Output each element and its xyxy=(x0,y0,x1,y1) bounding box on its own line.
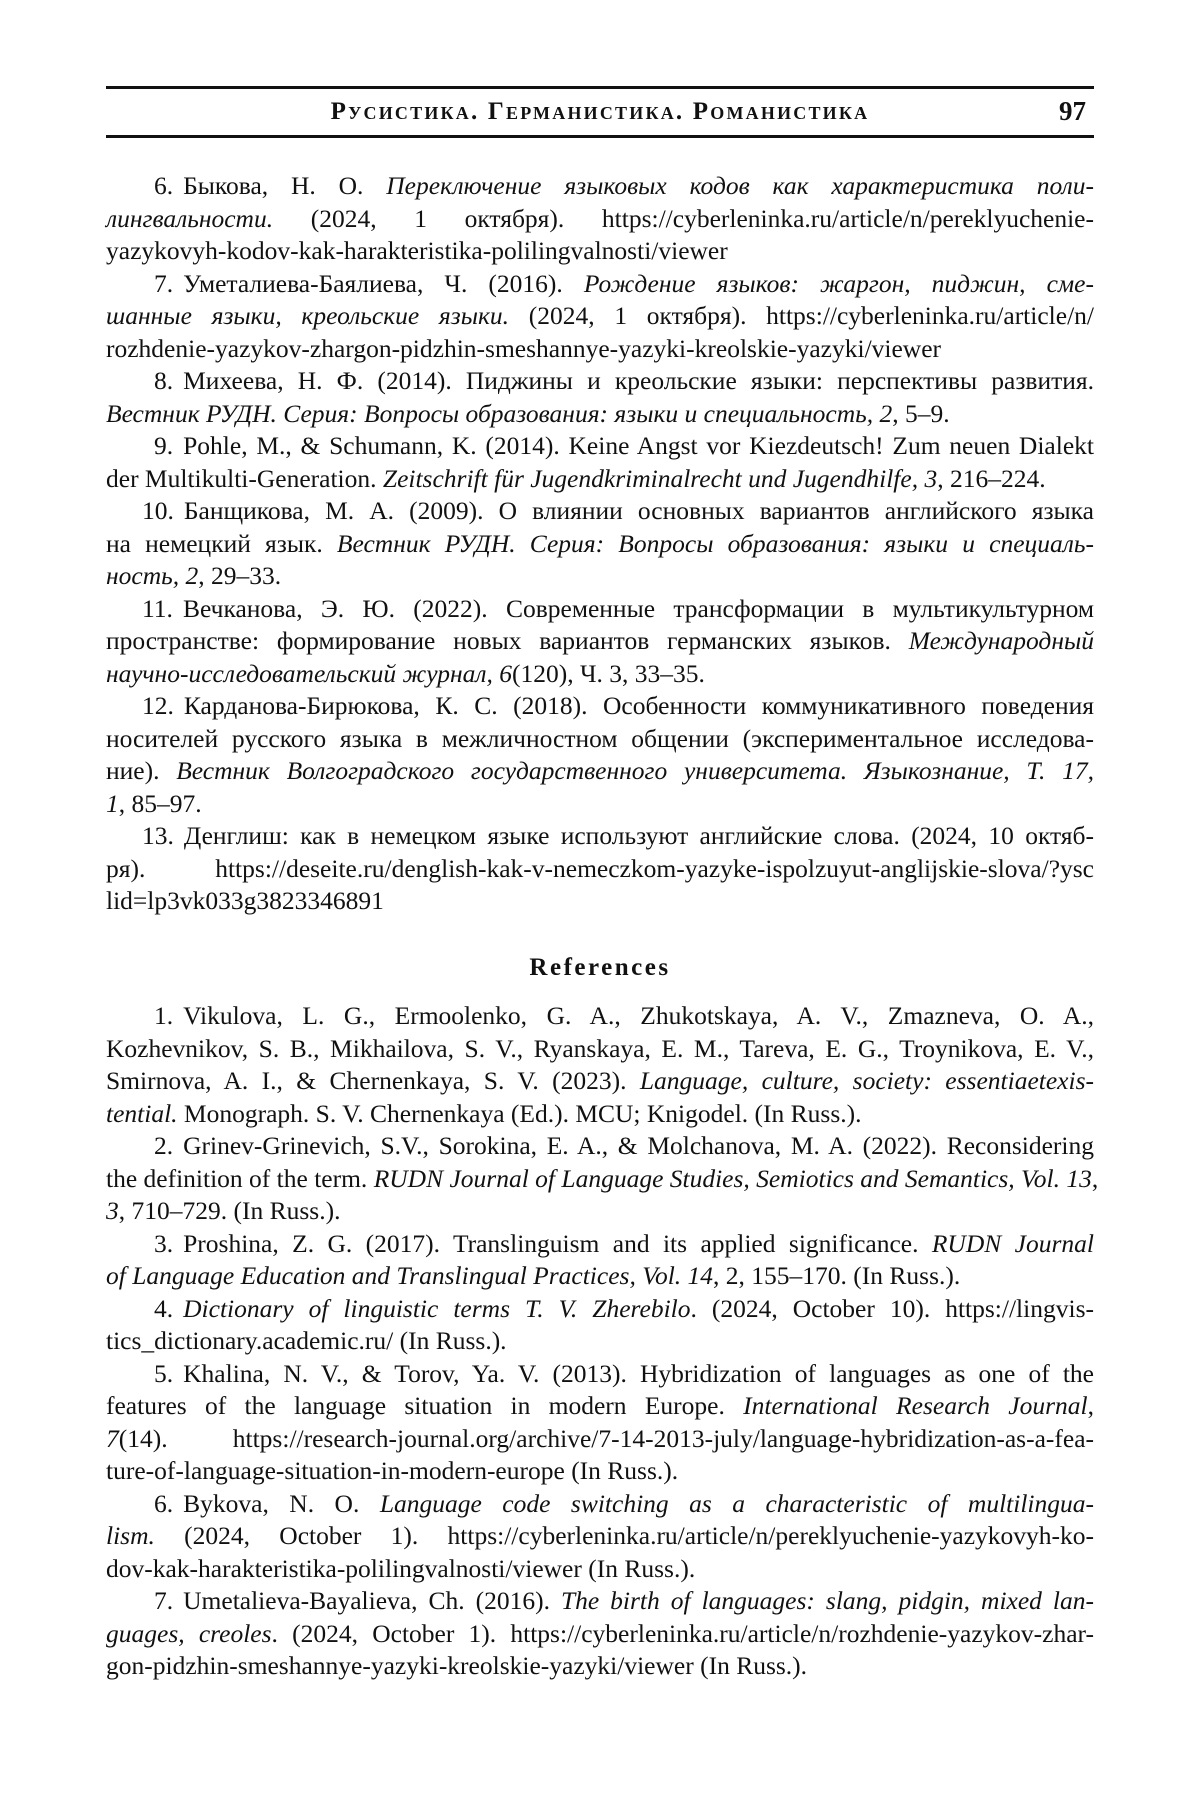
reference-italic-text: ность, 2 xyxy=(106,561,199,590)
reference-text: rozhdenie-yazykov-zhargon-pidzhin-smeshannye-yazyki-kreolskie-yazyki/viewer xyxy=(106,333,942,363)
reference-entry xyxy=(106,365,1094,430)
reference-italic-text: 3 xyxy=(106,1196,119,1225)
reference-text: lid=lp3vk033g3823346891 xyxy=(106,886,384,915)
reference-italic-text: guages, creoles xyxy=(106,1618,272,1648)
reference-line xyxy=(106,495,1094,528)
reference-italic-text: Language code switching as a characteristic of multilingua- xyxy=(379,1488,1094,1518)
reference-italic-text: 7 xyxy=(106,1423,119,1453)
reference-text: Khalina, N. V., & Torov, Ya. V. (2013). Hybridization of languages as one of the xyxy=(183,1358,1094,1388)
reference-text: Bykova, N. O. xyxy=(183,1488,380,1518)
reference-line xyxy=(106,1033,1094,1066)
reference-text: Карданова-Бирюкова, К. С. (2018). Особенности коммуникативного поведения xyxy=(183,691,1094,720)
reference-text: (2024, 1 октября). https://cyberleninka.ru/article/n/ xyxy=(509,301,1094,330)
reference-line xyxy=(106,1618,1094,1651)
reference-text: (2024, October 1). https://cyberleninka.ru/article/n/pereklyuchenie-yazykovyh-ko- xyxy=(154,1521,1094,1550)
reference-text: (120), Ч. 3, 33–35. xyxy=(511,658,705,688)
reference-line xyxy=(106,1260,1094,1293)
reference-text: . (2024, October 10). https://lingvis- xyxy=(690,1293,1094,1323)
reference-text: Банщикова, М. А. (2009). О влиянии основных вариантов английского языка xyxy=(183,496,1094,525)
reference-text: , 2, 155–170. (In Russ.). xyxy=(713,1261,961,1290)
reference-line xyxy=(106,268,1094,301)
reference-line xyxy=(106,463,1094,496)
reference-text: ря). https://deseite.ru/denglish-kak-v-nemeczkom-yazyke-ispolzuyut-anglijskie-slova/?ysc xyxy=(106,853,1094,883)
reference-italic-text: International Research Journal xyxy=(743,1391,1088,1420)
reference-text: (14). https://research-journal.org/archive/7-14-2013-july/language-hybridization-as-a-fea- xyxy=(118,1423,1094,1453)
reference-text: Уметалиева-Баялиева, Ч. (2016). xyxy=(183,268,584,298)
reference-entry xyxy=(106,1000,1094,1130)
reference-italic-text: лингвальности. xyxy=(106,203,274,233)
reference-italic-text: Вестник РУДН. Серия: Вопросы образования: языки и специальность, 2 xyxy=(106,398,893,428)
reference-line xyxy=(106,1163,1099,1196)
reference-line xyxy=(106,235,1094,268)
reference-italic-text: tential. xyxy=(106,1098,178,1128)
reference-text: Proshina, Z. G. (2017). Translinguism and its applied significance. xyxy=(183,1228,932,1258)
reference-text: the definition of the term. xyxy=(106,1163,374,1193)
reference-number: 8. xyxy=(154,366,174,395)
reference-entry xyxy=(106,1130,1099,1228)
reference-line xyxy=(106,528,1094,561)
reference-text: носителей русского языка в межличностном общении (экспериментальное исследова- xyxy=(106,723,1094,753)
reference-text: ние). xyxy=(106,756,177,785)
reference-text: , xyxy=(1091,1163,1099,1193)
page-number: 97 xyxy=(1059,96,1086,126)
reference-entry xyxy=(106,690,1094,820)
reference-line xyxy=(106,1065,1094,1098)
reference-italic-text: The birth of languages: slang, pidgin, mixed lan- xyxy=(560,1586,1094,1615)
reference-italic-text: Рождение языков: жаргон, пиджин, сме- xyxy=(583,268,1094,298)
reference-italic-text: Dictionary of linguistic terms T. V. Zherebilo xyxy=(183,1293,691,1323)
reference-number: 3. xyxy=(154,1228,174,1258)
reference-line xyxy=(106,170,1094,203)
reference-line xyxy=(106,853,1094,886)
reference-text: , 85–97. xyxy=(118,788,202,818)
reference-line xyxy=(106,1488,1094,1521)
header-top-rule xyxy=(106,86,1094,89)
reference-line xyxy=(106,723,1094,756)
reference-italic-text: научно-исследовательский журнал, 6 xyxy=(106,658,512,688)
header-bottom-rule xyxy=(106,135,1094,138)
reference-number: 7. xyxy=(154,268,174,298)
reference-italic-text: Международный xyxy=(908,626,1094,655)
reference-text: Вечканова, Э. Ю. (2022). Современные трансформации в мультикультурном xyxy=(182,593,1094,623)
reference-line xyxy=(106,1228,1094,1261)
reference-text: Pohle, M., & Schumann, K. (2014). Keine Angst vor Kiezdeutsch! Zum neuen Dialekt xyxy=(183,431,1094,460)
reference-text: . (2024, October 1). https://cyberleninka.ru/article/n/rozhdenie-yazykov-zhar- xyxy=(271,1618,1094,1648)
reference-line xyxy=(106,1390,1094,1423)
reference-text: tics_dictionary.academic.ru/ (In Russ.). xyxy=(106,1326,507,1355)
reference-line xyxy=(106,1585,1094,1618)
reference-line xyxy=(106,333,1094,366)
reference-entry xyxy=(106,820,1094,918)
reference-text: der Multikulti-Generation. xyxy=(106,463,383,493)
reference-italic-text: RUDN Journal xyxy=(931,1228,1094,1258)
reference-entry xyxy=(106,495,1094,593)
reference-text: , 710–729. (In Russ.). xyxy=(118,1196,341,1225)
reference-line xyxy=(106,300,1094,333)
reference-line xyxy=(106,1293,1094,1326)
reference-line xyxy=(106,1650,1094,1683)
reference-text: Smirnova, A. I., & Chernenkaya, S. V. (2023). xyxy=(106,1066,640,1095)
reference-line xyxy=(106,593,1094,626)
reference-line xyxy=(106,1423,1094,1456)
reference-line xyxy=(106,560,1094,593)
reference-italic-text: Вестник РУДН. Серия: Вопросы образования: языки и специаль- xyxy=(336,528,1094,558)
reference-italic-text: Language, culture, society: essentiaetexis- xyxy=(639,1066,1094,1095)
reference-text: , 5–9. xyxy=(892,398,950,428)
reference-number: 7. xyxy=(154,1586,174,1615)
running-title: Русистика. Германистика. Романистика xyxy=(330,98,870,125)
reference-number: 1. xyxy=(154,1001,174,1030)
reference-text: gon-pidzhin-smeshannye-yazyki-kreolskie-yazyki/viewer (In Russ.). xyxy=(106,1651,808,1680)
reference-entry xyxy=(106,1358,1094,1488)
reference-italic-text: RUDN Journal of Language Studies, Semiotics and Semantics, Vol. 13 xyxy=(373,1163,1092,1193)
reference-line xyxy=(106,365,1094,398)
reference-text: Kozhevnikov, S. B., Mikhailova, S. V., Ryanskaya, E. M., Tareva, E. G., Troynikova, E. V., xyxy=(106,1033,1094,1063)
reference-number: 13. xyxy=(142,821,174,850)
reference-text: , xyxy=(1087,1391,1094,1420)
reference-entry xyxy=(106,430,1094,495)
reference-line xyxy=(106,1325,1094,1358)
reference-text: Vikulova, L. G., Ermoolenko, G. A., Zhukotskaya, A. V., Zmazneva, O. A., xyxy=(183,1001,1094,1030)
reference-italic-text: Zeitschrift für Jugendkriminalrecht und Jugendhilfe, 3 xyxy=(382,463,938,493)
reference-italic-text: lism. xyxy=(106,1521,155,1550)
reference-line xyxy=(106,430,1094,463)
reference-text: (2024, 1 октября). https://cyberleninka.ru/article/n/pereklyuchenie- xyxy=(273,203,1094,233)
reference-line xyxy=(106,1098,1094,1131)
reference-text: features of the language situation in modern Europe. xyxy=(106,1391,744,1420)
reference-line xyxy=(106,1130,1094,1163)
reference-text: yazykovyh-kodov-kak-harakteristika-polilingvalnosti/viewer xyxy=(106,236,728,265)
reference-text: пространстве: формирование новых вариантов германских языков. xyxy=(106,626,909,655)
reference-line xyxy=(106,755,1094,788)
reference-line xyxy=(106,1455,1094,1488)
reference-italic-text: 1 xyxy=(106,788,119,818)
reference-text: Monograph. S. V. Chernenkaya (Ed.). MCU; Knigodel. (In Russ.). xyxy=(177,1098,862,1128)
reference-text: на немецкий язык. xyxy=(106,528,337,558)
reference-text: Umetalieva-Bayalieva, Ch. (2016). xyxy=(183,1586,561,1615)
reference-line xyxy=(106,1195,1094,1228)
reference-text: Grinev-Grinevich, S.V., Sorokina, E. A., & Molchanova, M. A. (2022). Reconsidering xyxy=(183,1131,1094,1160)
reference-entry xyxy=(106,1585,1094,1683)
reference-line xyxy=(106,625,1094,658)
reference-number: 4. xyxy=(154,1293,174,1323)
reference-line xyxy=(106,1358,1094,1391)
reference-italic-text: Переключение языковых кодов как характеристика поли- xyxy=(386,171,1094,200)
reference-entry xyxy=(106,1488,1094,1586)
reference-number: 12. xyxy=(142,691,174,720)
reference-entry xyxy=(106,170,1094,268)
reference-number: 10. xyxy=(142,496,174,525)
reference-italic-text: Вестник Волгоградского государственного университета. Языкознание, Т. 17, xyxy=(176,756,1094,785)
bibliography-russian xyxy=(106,170,1094,918)
reference-number: 6. xyxy=(154,171,174,200)
reference-text: , 216–224. xyxy=(937,463,1046,493)
reference-text: ture-of-language-situation-in-modern-europe (In Russ.). xyxy=(106,1456,679,1485)
running-header xyxy=(106,96,1094,130)
references-english xyxy=(106,1000,1099,1683)
reference-entry xyxy=(106,593,1094,691)
reference-line xyxy=(106,398,1094,431)
reference-line xyxy=(106,885,1094,918)
reference-italic-text: of Language Education and Translingual Practices, Vol. 14 xyxy=(106,1261,714,1290)
reference-line xyxy=(106,1000,1094,1033)
reference-italic-text: шанные языки, креольские языки. xyxy=(106,301,510,330)
reference-text: Михеева, Н. Ф. (2014). Пиджины и креольские языки: перспективы развития. xyxy=(183,366,1094,395)
reference-number: 2. xyxy=(154,1131,174,1160)
reference-number: 9. xyxy=(154,431,174,460)
reference-number: 6. xyxy=(154,1488,174,1518)
reference-line xyxy=(106,690,1094,723)
reference-entry xyxy=(106,1293,1094,1358)
reference-text: Денглиш: как в немецком языке используют английские слова. (2024, 10 октяб- xyxy=(183,821,1094,850)
reference-line xyxy=(106,788,1094,821)
reference-text: , 29–33. xyxy=(198,561,282,590)
reference-number: 5. xyxy=(154,1358,174,1388)
reference-line xyxy=(106,1553,1094,1586)
reference-text: Быкова, Н. О. xyxy=(183,171,387,200)
reference-line xyxy=(106,1520,1094,1553)
reference-line xyxy=(106,658,1094,691)
reference-line xyxy=(106,820,1094,853)
reference-line xyxy=(106,203,1094,236)
reference-entry xyxy=(106,268,1094,366)
reference-text: dov-kak-harakteristika-polilingvalnosti/viewer (In Russ.). xyxy=(106,1553,696,1583)
reference-entry xyxy=(106,1228,1094,1293)
reference-number: 11. xyxy=(142,593,173,623)
references-heading: References xyxy=(529,954,671,981)
